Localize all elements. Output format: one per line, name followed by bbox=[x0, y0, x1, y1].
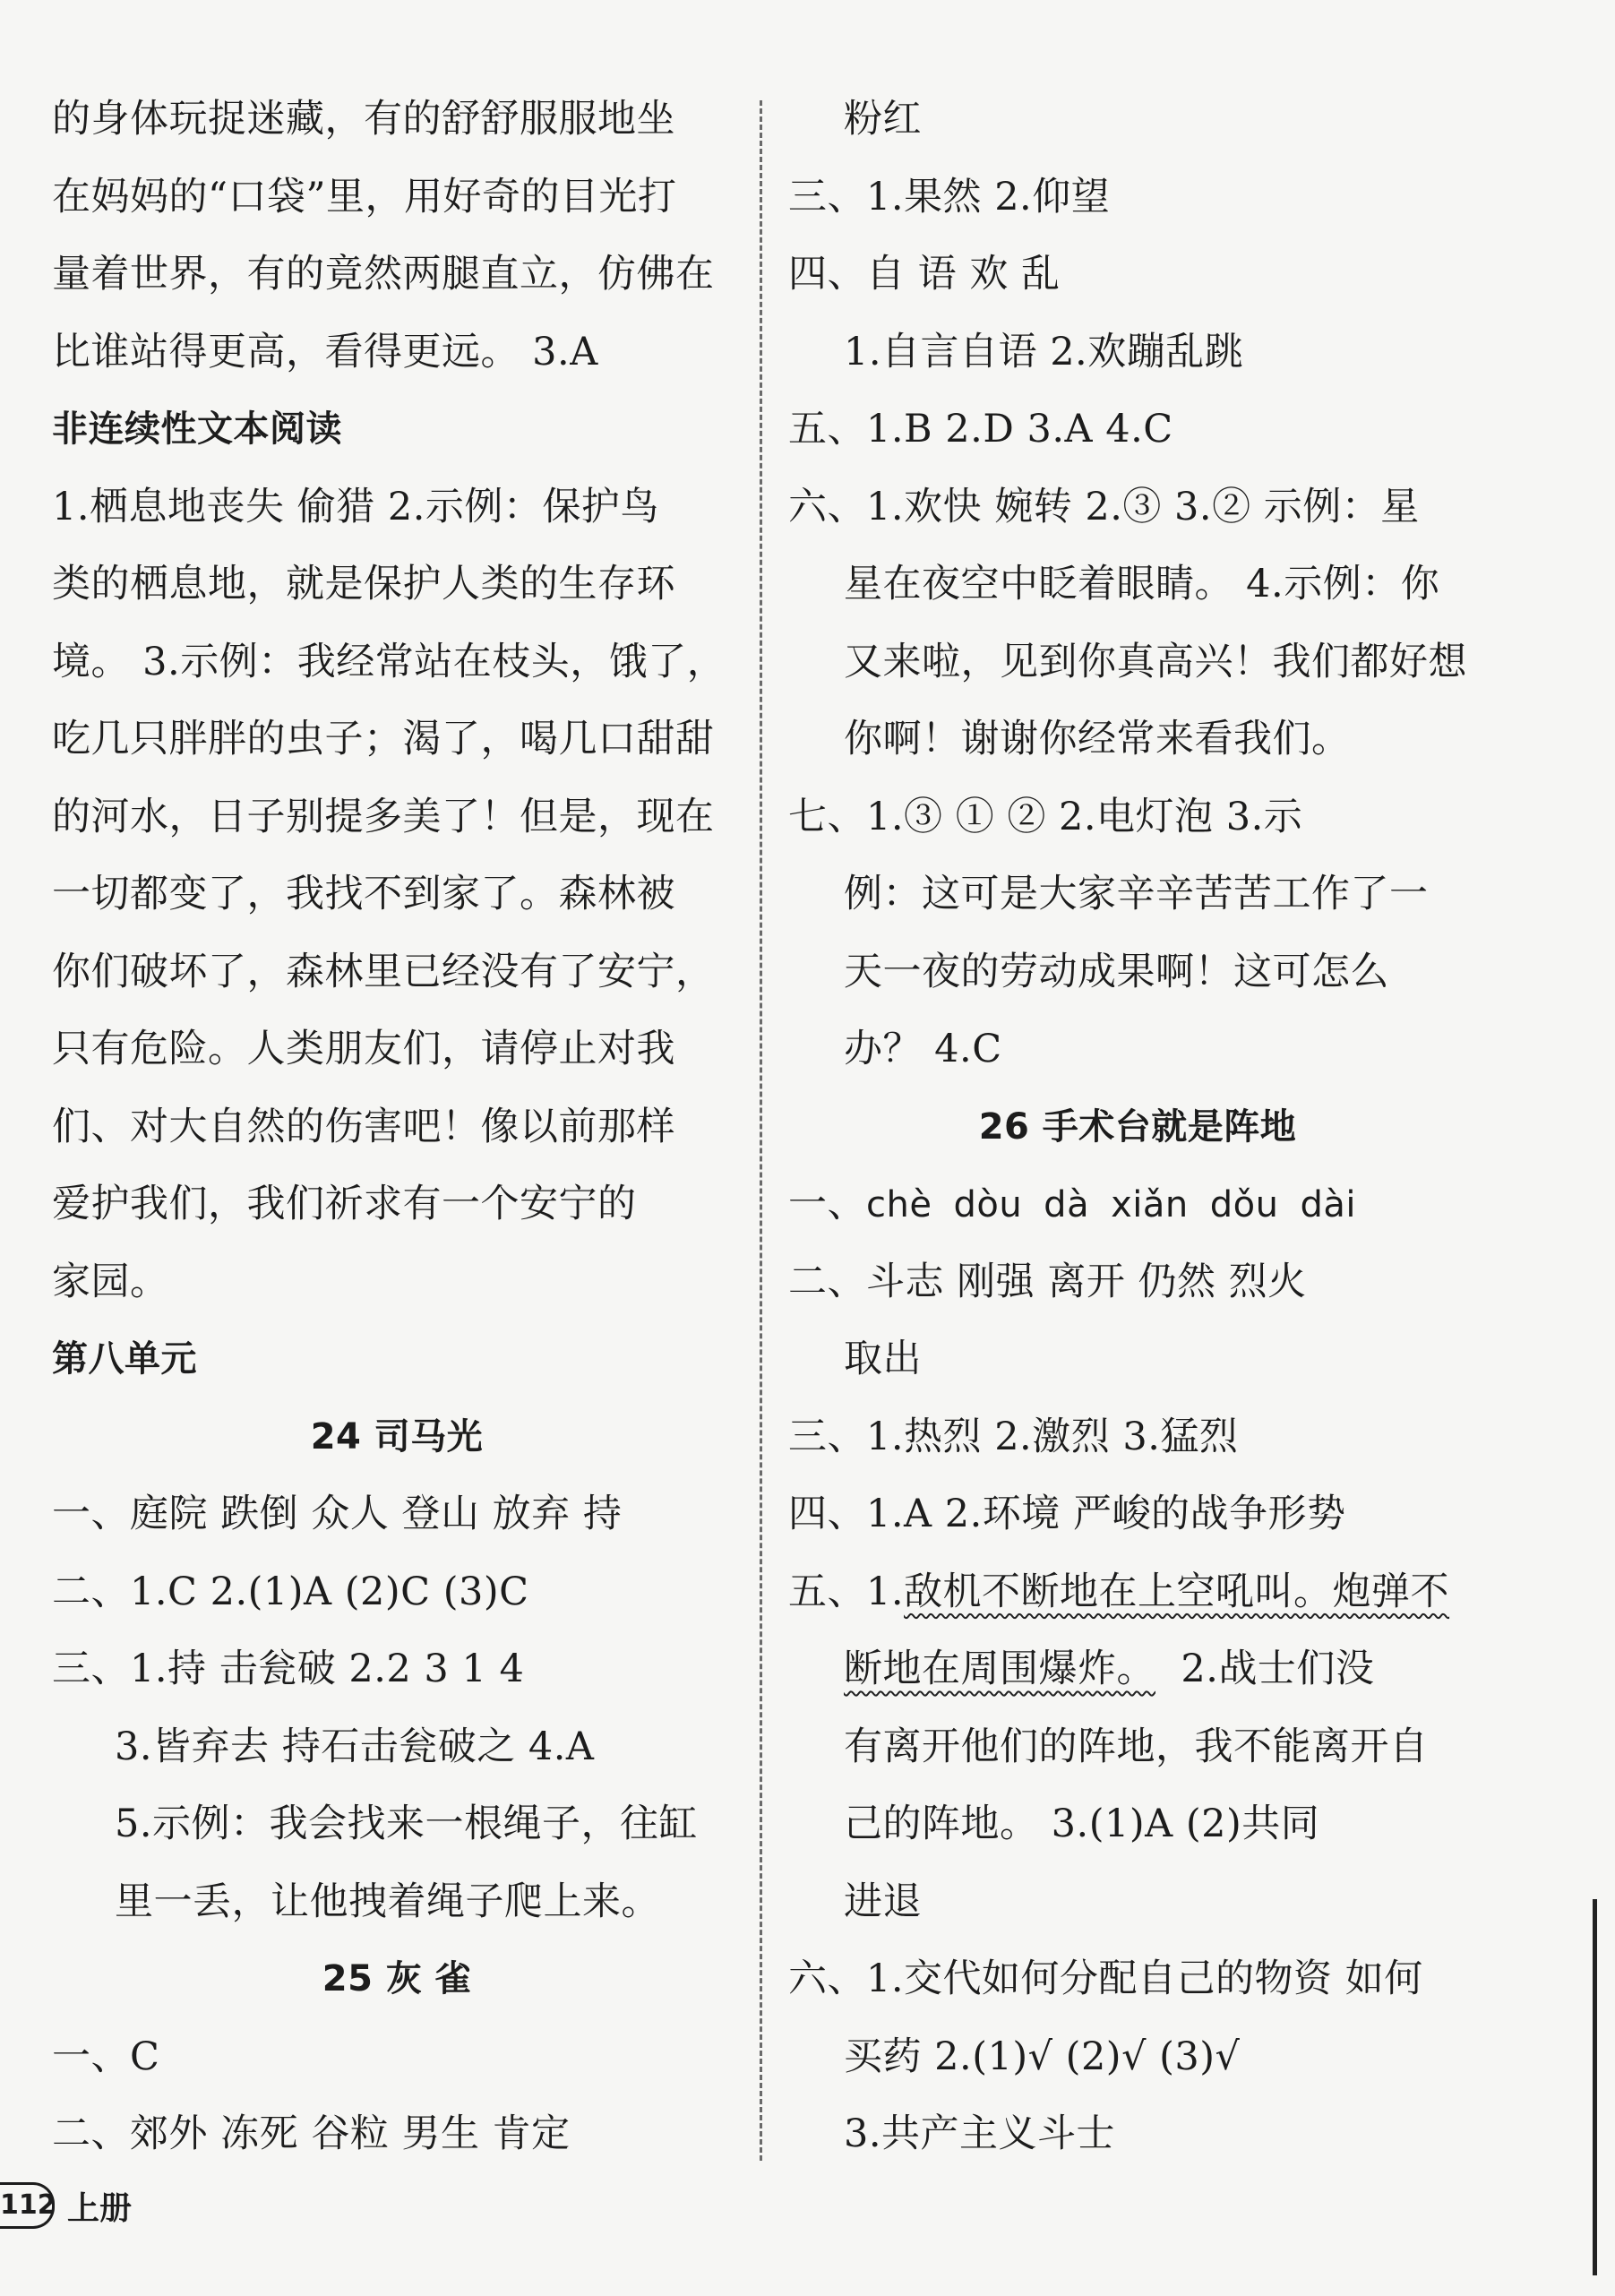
text-line: 有离开他们的阵地，我不能离开自 bbox=[844, 1724, 1429, 1769]
text-line: 星在夜空中眨着眼睛。 4.示例：你 bbox=[844, 562, 1440, 606]
answer-text: 2.战士们没 bbox=[1155, 1647, 1375, 1691]
text-line: 三、1.持 击瓮破 2.2 3 1 4 bbox=[52, 1647, 525, 1691]
text-line: 进退 bbox=[844, 1879, 922, 1924]
text-line: 5.示例：我会找来一根绳子，往缸 bbox=[115, 1802, 699, 1846]
text-line: 二、斗志 刚强 离开 仍然 烈火 bbox=[788, 1259, 1307, 1304]
pinyin-answer: dòu bbox=[953, 1184, 1023, 1225]
text-line: 比谁站得更高，看得更远。 3.A bbox=[52, 329, 598, 374]
unit-heading: 第八单元 bbox=[52, 1338, 197, 1380]
page-footer bbox=[0, 2179, 132, 2232]
column-divider bbox=[760, 100, 762, 2161]
lesson-title: 26 手术台就是阵地 bbox=[978, 1105, 1297, 1148]
text-line: 己的阵地。 3.(1)A (2)共同 bbox=[844, 1802, 1320, 1846]
text-line: 买药 2.(1)√ (2)√ (3)√ bbox=[844, 2034, 1241, 2079]
text-line: 粉红 bbox=[844, 97, 922, 142]
text-line: 一、C bbox=[52, 2034, 160, 2079]
text-line: 3.皆弃去 持石击瓮破之 4.A bbox=[115, 1724, 595, 1769]
pinyin-answer: chè bbox=[866, 1184, 932, 1225]
text-line: 办？ 4.C bbox=[844, 1027, 1002, 1071]
text-line: 量着世界，有的竟然两腿直立，仿佛在 bbox=[52, 252, 715, 297]
pinyin-answer: dǒu bbox=[1209, 1184, 1279, 1225]
text-line: 3.共产主义斗士 bbox=[844, 2111, 1116, 2156]
text-line: 一、庭院 跌倒 众人 登山 放弃 持 bbox=[52, 1492, 623, 1536]
pinyin-answer: dà bbox=[1044, 1184, 1090, 1225]
text-line: 吃几只胖胖的虫子；渴了，喝几口甜甜 bbox=[52, 717, 715, 761]
text-line: 天一夜的劳动成果啊！这可怎么 bbox=[844, 949, 1389, 994]
page-number: 112 bbox=[0, 2182, 55, 2229]
text-line: 又来啦，见到你真高兴！我们都好想 bbox=[844, 639, 1467, 684]
text-line: 取出 bbox=[844, 1337, 922, 1381]
section-heading: 非连续性文本阅读 bbox=[52, 408, 342, 450]
text-line: 四、自 语 欢 乱 bbox=[788, 252, 1061, 297]
lesson-title: 25 灰 雀 bbox=[322, 1958, 472, 1999]
lesson-title: 24 司马光 bbox=[310, 1415, 484, 1458]
text-line: 三、1.果然 2.仰望 bbox=[788, 174, 1111, 219]
text-line bbox=[788, 1553, 1487, 1631]
left-column bbox=[52, 81, 742, 2173]
text-line: 二、1.C 2.(1)A (2)C (3)C bbox=[52, 1569, 529, 1614]
text-line: 你们破坏了，森林里已经没有了安宁， bbox=[52, 949, 715, 994]
wavy-underlined-answer: 敌机不断地在上空吼叫。炮弹不 bbox=[904, 1569, 1450, 1614]
pinyin-answers bbox=[866, 1184, 1378, 1225]
text-line: 例：这可是大家辛辛苦苦工作了一 bbox=[844, 872, 1429, 916]
text-line: 的身体玩捉迷藏，有的舒舒服服地坐 bbox=[52, 97, 675, 142]
text-line: 1.自言自语 2.欢蹦乱跳 bbox=[844, 329, 1244, 374]
text-line: 二、郊外 冻死 谷粒 男生 肯定 bbox=[52, 2111, 571, 2156]
pinyin-line bbox=[788, 1165, 1487, 1243]
binding-edge-mark bbox=[1593, 1899, 1597, 2275]
text-line: 1.栖息地丧失 偷猎 2.示例：保护鸟 bbox=[52, 484, 659, 529]
text-line: 在妈妈的“口袋”里，用好奇的目光打 bbox=[52, 174, 677, 219]
text-line: 家园。 bbox=[52, 1259, 169, 1304]
text-line: 五、1.B 2.D 3.A 4.C bbox=[788, 407, 1173, 451]
right-column bbox=[788, 81, 1487, 2173]
wavy-underlined-answer: 断地在周围爆炸。 bbox=[844, 1647, 1155, 1691]
text-line: 三、1.热烈 2.激烈 3.猛烈 bbox=[788, 1414, 1239, 1459]
text-line: 你啊！谢谢你经常来看我们。 bbox=[844, 717, 1351, 761]
pinyin-answer: dài bbox=[1300, 1184, 1356, 1225]
text-line: 们、对大自然的伤害吧！像以前那样 bbox=[52, 1104, 675, 1149]
text-line: 一切都变了，我找不到家了。森林被 bbox=[52, 872, 675, 916]
volume-label: 上册 bbox=[67, 2189, 133, 2227]
text-line: 只有危险。人类朋友们，请停止对我 bbox=[52, 1027, 675, 1071]
item-number: 一、 bbox=[788, 1182, 866, 1226]
text-line: 七、1.③ ① ② 2.电灯泡 3.示 bbox=[788, 794, 1303, 839]
text-line: 的河水，日子别提多美了！但是，现在 bbox=[52, 794, 715, 839]
text-line: 里一丢，让他拽着绳子爬上来。 bbox=[115, 1879, 660, 1924]
text-line: 类的栖息地，就是保护人类的生存环 bbox=[52, 562, 675, 606]
text-line: 六、1.欢快 婉转 2.③ 3.② 示例：星 bbox=[788, 484, 1420, 529]
text-line: 六、1.交代如何分配自己的物资 如何 bbox=[788, 1956, 1423, 2001]
text-line bbox=[788, 1630, 1487, 1708]
text-line: 爱护我们，我们祈求有一个安宁的 bbox=[52, 1182, 637, 1226]
pinyin-answer: xiǎn bbox=[1111, 1184, 1189, 1225]
text-line: 境。 3.示例：我经常站在枝头，饿了， bbox=[52, 639, 726, 684]
item-number: 五、1. bbox=[788, 1569, 905, 1614]
text-line: 四、1.A 2.环境 严峻的战争形势 bbox=[788, 1492, 1346, 1536]
